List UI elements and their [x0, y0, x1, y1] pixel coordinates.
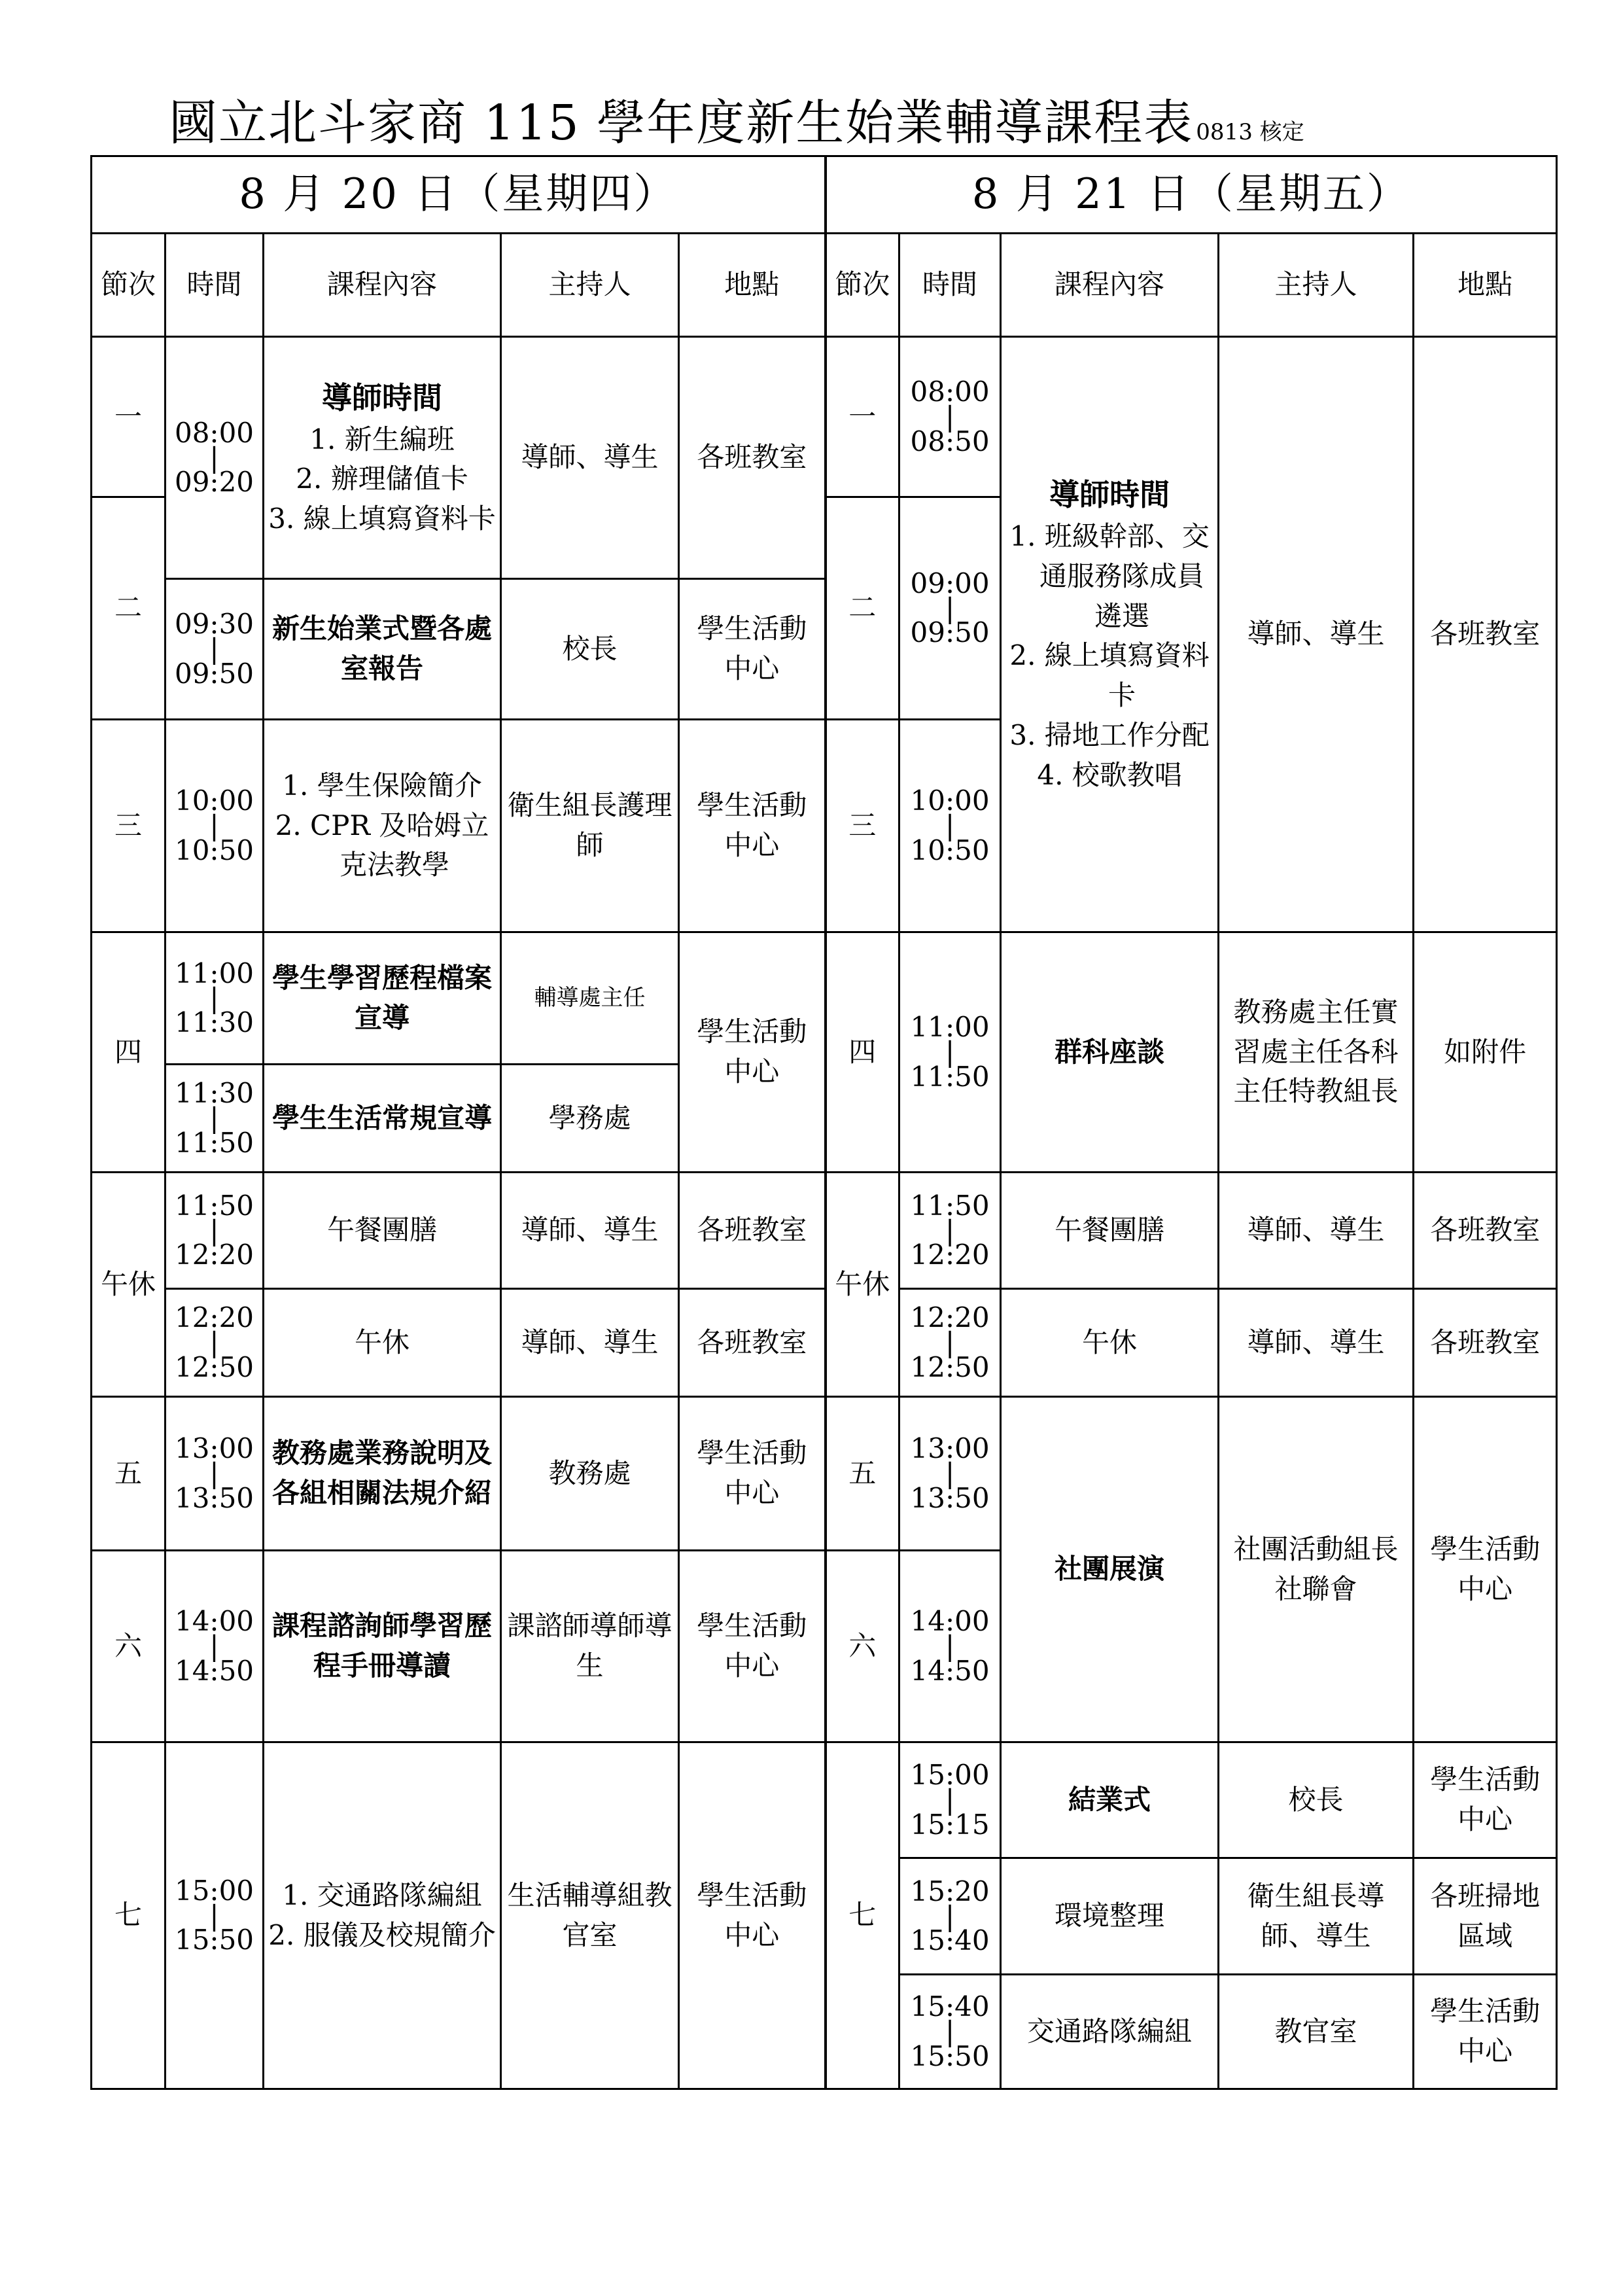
time-sep: | [209, 633, 219, 665]
time-end: 15:40 [910, 1924, 990, 1957]
day1-place: 學生活動中心 [679, 932, 826, 1173]
day-header-row [92, 156, 1557, 234]
day2-time [899, 1397, 1001, 1551]
day2-place: 學生活動中心 [1414, 1742, 1557, 1858]
day2-place-merged: 學生活動中心 [1414, 1397, 1557, 1742]
day1-host: 輔導處主任 [501, 932, 679, 1065]
time-start: 12:20 [174, 1301, 254, 1334]
day1-place: 學生活動中心 [679, 1397, 826, 1551]
day1-content [264, 720, 501, 932]
day2-col-period [826, 234, 899, 337]
time-start: 14:00 [174, 1605, 254, 1638]
day2-host: 教官室 [1219, 1975, 1414, 2089]
day1-host: 衛生組長護理師 [501, 720, 679, 932]
day2-host-merged: 導師、導生 [1219, 337, 1414, 932]
day1-place: 各班教室 [679, 1173, 826, 1289]
day2-host: 校長 [1219, 1742, 1414, 1858]
day1-place: 各班教室 [679, 337, 826, 579]
day1-col-place: 地點 [679, 234, 826, 337]
day1-host: 生活輔導組教官室 [501, 1742, 679, 2089]
time-sep: | [945, 809, 955, 842]
time-end: 15:50 [174, 1924, 254, 1956]
table-row [92, 1397, 1557, 1551]
day2-time [899, 932, 1001, 1173]
day2-time [899, 497, 1001, 720]
time-end: 11:50 [910, 1060, 990, 1093]
day1-col-host: 主持人 [501, 234, 679, 337]
day1-content: 午休 [264, 1289, 501, 1397]
day1-content [264, 1742, 501, 2089]
time-end: 14:50 [174, 1654, 254, 1687]
day2-period: 四 [826, 932, 899, 1173]
day2-period: 午休 [826, 1173, 899, 1397]
day1-content: 教務處業務說明及各組相關法規介紹 [264, 1397, 501, 1551]
time-sep: | [945, 592, 955, 624]
day2-place: 各班掃地區域 [1414, 1858, 1557, 1975]
day1-place: 學生活動中心 [679, 720, 826, 932]
time-end: 12:20 [910, 1239, 990, 1271]
time-start: 12:20 [910, 1301, 990, 1334]
day2-place-merged: 各班教室 [1414, 337, 1557, 932]
time-sep: | [945, 1899, 955, 1932]
day1-time [166, 720, 264, 932]
time-sep: | [209, 1899, 219, 1932]
time-start: 11:50 [174, 1189, 254, 1222]
day1-period: 五 [92, 1397, 166, 1551]
time-start: 10:00 [174, 785, 254, 817]
day1-content: 學生生活常規宣導 [264, 1065, 501, 1173]
day2-col-content: 課程內容 [1001, 234, 1219, 337]
day1-date: 8 月 20 日（星期四） [92, 156, 826, 234]
time-end: 08:50 [910, 425, 990, 457]
day1-content [264, 337, 501, 579]
day2-time [899, 1858, 1001, 1975]
time-sep: | [209, 441, 219, 474]
day1-period: 二 [92, 497, 166, 720]
day2-time [899, 1289, 1001, 1397]
page-title [169, 90, 1477, 156]
time-start: 10:00 [910, 785, 990, 817]
day2-col-place: 地點 [1414, 234, 1557, 337]
day1-content: 新生始業式暨各處室報告 [264, 579, 501, 720]
content-item: 2. 辦理儲值卡 [296, 463, 468, 495]
day2-host: 導師、導生 [1219, 1289, 1414, 1397]
time-end: 12:50 [910, 1351, 990, 1383]
day1-host: 校長 [501, 579, 679, 720]
time-end: 12:20 [174, 1239, 254, 1271]
time-sep: | [209, 809, 219, 842]
time-end: 15:50 [910, 2040, 990, 2072]
day1-content: 午餐團膳 [264, 1173, 501, 1289]
day2-content: 午休 [1001, 1289, 1219, 1397]
column-header-row [92, 234, 1557, 337]
time-sep: | [945, 1036, 955, 1069]
table-row [92, 1173, 1557, 1289]
time-start: 11:30 [174, 1077, 254, 1110]
day1-place: 學生活動中心 [679, 1551, 826, 1742]
content-item: 2. 線上填寫資料卡 [1009, 639, 1210, 712]
content-item: 1. 學生保險簡介 [282, 769, 482, 802]
day2-date: 8 月 21 日（星期五） [826, 156, 1557, 234]
content-item: 3. 線上填寫資料卡 [268, 503, 496, 535]
col-period-label: 節次 [100, 268, 156, 301]
day1-host: 導師、導生 [501, 1173, 679, 1289]
content-item: 2. 服儀及校規簡介 [268, 1918, 496, 1951]
day1-col-content: 課程內容 [264, 234, 501, 337]
day1-period: 一 [92, 337, 166, 497]
time-sep: | [209, 1630, 219, 1663]
time-start: 15:40 [910, 1990, 990, 2023]
time-end: 12:50 [174, 1351, 254, 1383]
time-end: 13:50 [174, 1481, 254, 1514]
content-title: 導師時間 [322, 380, 442, 415]
day1-col-time: 時間 [166, 234, 264, 337]
day2-period: 五 [826, 1397, 899, 1551]
day1-host: 學務處 [501, 1065, 679, 1173]
day1-period: 七 [92, 1742, 166, 2089]
time-end: 09:50 [910, 616, 990, 649]
day2-place: 各班教室 [1414, 1289, 1557, 1397]
day2-period: 二 [826, 497, 899, 720]
day2-content-merged [1001, 337, 1219, 932]
day2-period: 一 [826, 337, 899, 497]
day1-period: 午休 [92, 1173, 166, 1397]
day2-content: 午餐團膳 [1001, 1173, 1219, 1289]
day1-time [166, 1551, 264, 1742]
time-end: 13:50 [910, 1481, 990, 1514]
day1-host: 教務處 [501, 1397, 679, 1551]
time-start: 14:00 [910, 1605, 990, 1638]
content-item: 4. 校歌教唱 [1037, 759, 1182, 792]
content-item: 2. CPR 及哈姆立克法教學 [275, 809, 489, 881]
day1-time [166, 932, 264, 1065]
table-row [92, 337, 1557, 497]
time-start: 11:00 [174, 957, 254, 989]
time-end: 09:50 [174, 657, 254, 690]
day1-place: 學生活動中心 [679, 579, 826, 720]
time-end: 09:20 [174, 466, 254, 499]
day2-content: 環境整理 [1001, 1858, 1219, 1975]
content-item: 1. 交通路隊編組 [282, 1879, 482, 1911]
col-period-label: 節次 [835, 268, 890, 301]
day2-period: 七 [826, 1742, 899, 2089]
day2-content: 結業式 [1001, 1742, 1219, 1858]
time-sep: | [945, 400, 955, 433]
time-start: 15:00 [174, 1874, 254, 1907]
day2-col-time: 時間 [899, 234, 1001, 337]
day1-period: 三 [92, 720, 166, 932]
day1-time [166, 337, 264, 579]
time-start: 09:00 [910, 567, 990, 599]
day1-time [166, 1397, 264, 1551]
day2-time [899, 1975, 1001, 2089]
time-sep: | [209, 981, 219, 1014]
day2-time [899, 337, 1001, 497]
time-sep: | [945, 2015, 955, 2048]
time-sep: | [945, 1457, 955, 1490]
day1-place: 學生活動中心 [679, 1742, 826, 2089]
content-item: 3. 掃地工作分配 [1009, 719, 1210, 752]
day1-time [166, 1289, 264, 1397]
day1-period: 四 [92, 932, 166, 1173]
time-sep: | [945, 1630, 955, 1663]
table-row [92, 1289, 1557, 1397]
table-row [92, 1742, 1557, 1858]
time-sep: | [209, 1214, 219, 1246]
time-start: 08:00 [910, 376, 990, 408]
approval-note: 0813 核定 [1196, 119, 1304, 145]
time-end: 11:50 [174, 1126, 254, 1159]
day1-period: 六 [92, 1551, 166, 1742]
time-start: 13:00 [174, 1432, 254, 1465]
day2-host: 導師、導生 [1219, 1173, 1414, 1289]
day2-col-host: 主持人 [1219, 234, 1414, 337]
day1-col-period [92, 234, 166, 337]
day1-content: 課程諮詢師學習歷程手冊導讀 [264, 1551, 501, 1742]
day2-place: 各班教室 [1414, 1173, 1557, 1289]
time-start: 08:00 [174, 416, 254, 449]
time-start: 13:00 [910, 1432, 990, 1465]
time-sep: | [945, 1214, 955, 1246]
day2-time [899, 1551, 1001, 1742]
time-sep: | [209, 1326, 219, 1359]
day2-content: 群科座談 [1001, 932, 1219, 1173]
day2-period: 六 [826, 1551, 899, 1742]
content-title: 導師時間 [1049, 477, 1170, 513]
time-end: 10:50 [174, 834, 254, 866]
time-start: 11:00 [910, 1011, 990, 1044]
time-sep: | [209, 1102, 219, 1135]
schedule-table [90, 155, 1558, 2090]
day2-time [899, 1173, 1001, 1289]
day2-content: 交通路隊編組 [1001, 1975, 1219, 2089]
day2-time [899, 720, 1001, 932]
day1-time [166, 1173, 264, 1289]
day2-place: 如附件 [1414, 932, 1557, 1173]
time-end: 15:15 [910, 1808, 990, 1841]
day1-time [166, 1065, 264, 1173]
day2-content-merged: 社團展演 [1001, 1397, 1219, 1742]
day1-time [166, 1742, 264, 2089]
day1-place: 各班教室 [679, 1289, 826, 1397]
time-sep: | [945, 1326, 955, 1359]
time-end: 10:50 [910, 834, 990, 866]
day1-host: 導師、導生 [501, 337, 679, 579]
time-sep: | [209, 1457, 219, 1490]
time-start: 11:50 [910, 1189, 990, 1222]
day2-host: 衛生組長導師、導生 [1219, 1858, 1414, 1975]
time-start: 15:00 [910, 1759, 990, 1792]
time-sep: | [945, 1784, 955, 1816]
content-item: 1. 班級幹部、交通服務隊成員遴選 [1009, 520, 1210, 632]
day2-period: 三 [826, 720, 899, 932]
day2-host-merged: 社團活動組長社聯會 [1219, 1397, 1414, 1742]
table-row [92, 932, 1557, 1065]
day1-content: 學生學習歷程檔案宣導 [264, 932, 501, 1065]
day1-time [166, 579, 264, 720]
day2-host: 教務處主任實習處主任各科主任特教組長 [1219, 932, 1414, 1173]
time-end: 14:50 [910, 1654, 990, 1687]
time-start: 09:30 [174, 608, 254, 641]
day1-host: 導師、導生 [501, 1289, 679, 1397]
day2-time [899, 1742, 1001, 1858]
time-start: 15:20 [910, 1875, 990, 1907]
time-end: 11:30 [174, 1006, 254, 1039]
title-main: 國立北斗家商 115 學年度新生始業輔導課程表 [169, 95, 1194, 151]
day2-place: 學生活動中心 [1414, 1975, 1557, 2089]
day1-host: 課諮師導師導生 [501, 1551, 679, 1742]
content-item: 1. 新生編班 [309, 423, 455, 455]
